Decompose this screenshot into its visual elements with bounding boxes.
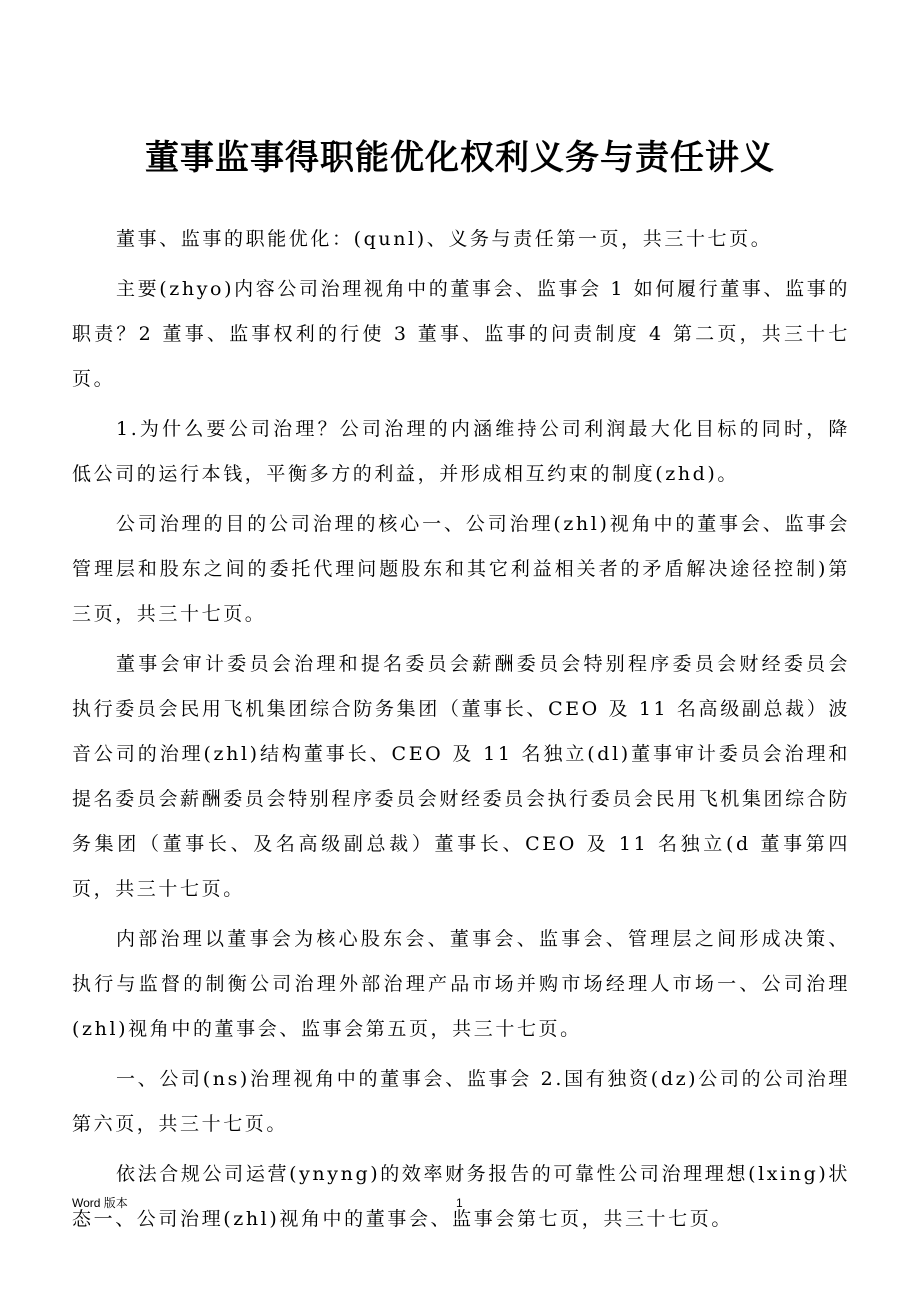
paragraph: 内部治理以董事会为核心股东会、董事会、监事会、管理层之间形成决策、执行与监督的制衡公司治理外部治理产品市场并购市场经理人市场一、公司治理(zhl)视角中的董事会、监事会第五页，共三十七页。: [72, 928, 850, 1040]
paragraph: 公司治理的目的公司治理的核心一、公司治理(zhl)视角中的董事会、监事会管理层和股东之间的委托代理问题股东和其它利益相关者的矛盾解决途径控制)第三页，共三十七页。: [72, 513, 850, 625]
document-title: 董事监事得职能优化权利义务与责任讲义: [145, 138, 775, 178]
paragraph: 依法合规公司运营(ynyng)的效率财务报告的可靠性公司治理理想(lxing)状态一、公司治理(zhl)视角中的董事会、监事会第七页，共三十七页。: [72, 1163, 850, 1230]
paragraph: 董事会审计委员会治理和提名委员会薪酬委员会特别程序委员会财经委员会执行委员会民用飞机集团综合防务集团（董事长、CEO 及 11 名高级副总裁）波音公司的治理(zhl)结构董事长、CEO 及 11 名独立(dl)董事审计委员会治理和提名委员会薪酬委员会特别程序委员会财经委员会执行委员会民用飞机集团综合防务集团（董事长、及名高级副总裁）董事长、CEO 及 11 名独立(d 董事第四页，共三十七页。: [72, 653, 850, 900]
document-body: [72, 217, 850, 1247]
footer-label: Word 版本: [72, 1196, 128, 1210]
paragraph: 一、公司(ns)治理视角中的董事会、监事会 2.国有独资(dz)公司的公司治理第六页，共三十七页。: [72, 1068, 850, 1135]
paragraph: 主要(zhyo)内容公司治理视角中的董事会、监事会 1 如何履行董事、监事的职责？2 董事、监事权利的行使 3 董事、监事的问责制度 4 第二页，共三十七页。: [72, 278, 850, 390]
paragraph: 1.为什么要公司治理？公司治理的内涵维持公司利润最大化目标的同时，降低公司的运行本钱，平衡多方的利益，并形成相互约束的制度(zhd)。: [72, 418, 850, 485]
page-number: 1: [456, 1196, 463, 1210]
page-footer: [72, 1194, 848, 1212]
paragraph: 董事、监事的职能优化：(qunl)、义务与责任第一页，共三十七页。: [116, 228, 773, 250]
